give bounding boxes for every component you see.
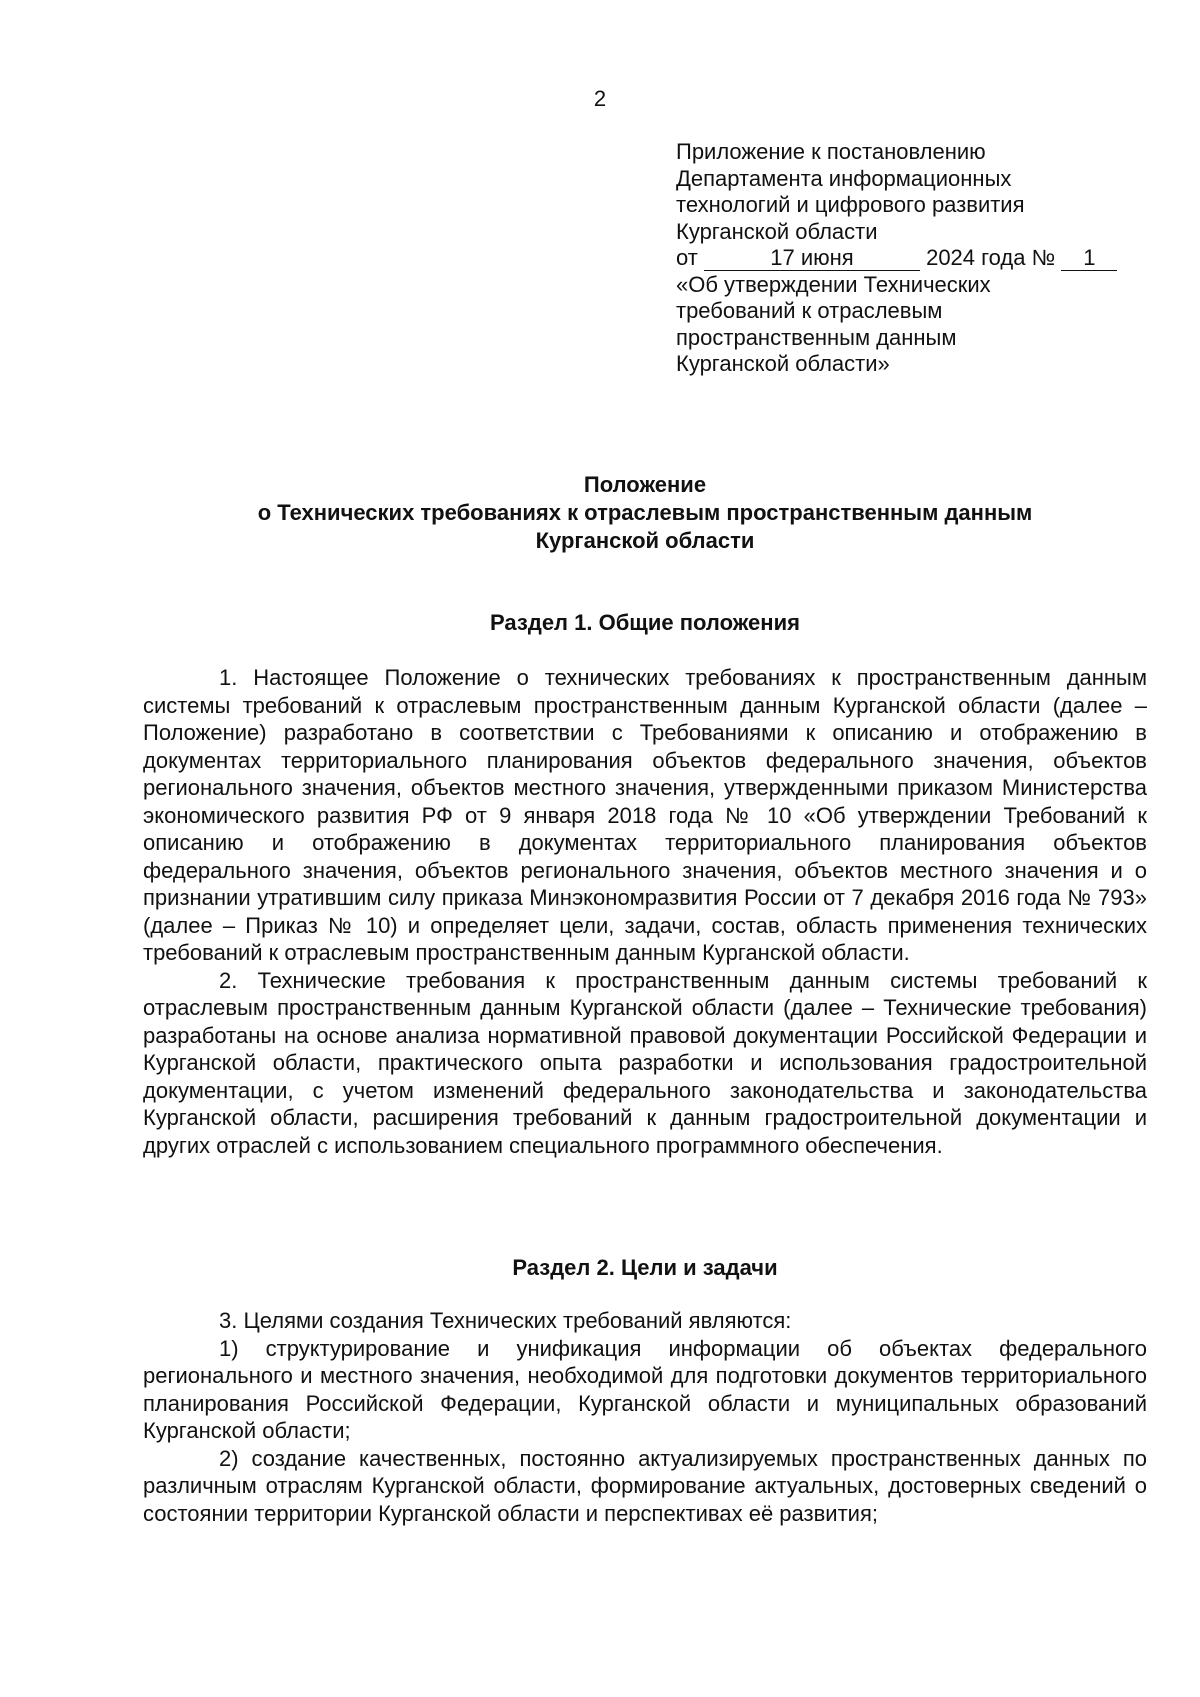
section2-heading: Раздел 2. Цели и задачи xyxy=(512,1255,778,1280)
list-item: 1) структурирование и унификация информации об объектах федерального регионального и местного значения, необходимой для подготовки документов территориального планирования Российской Федерации, Курганской области и муниципальных образований Курганской области; xyxy=(143,1335,1147,1443)
appendix-title-line: требований к отраслевым xyxy=(676,298,943,323)
section1-body xyxy=(143,664,1147,1159)
year-text: 2024 года № xyxy=(926,245,1056,270)
appendix-block xyxy=(676,139,1156,378)
appendix-title-line: Курганской области» xyxy=(676,351,890,376)
appendix-line: Приложение к постановлению xyxy=(676,139,986,164)
section1-heading: Раздел 1. Общие положения xyxy=(490,610,800,635)
appendix-line: Департамента информационных xyxy=(676,165,1012,191)
document-title-line: о Технических требованиях к отраслевым пространственным данным xyxy=(257,500,1033,525)
document-title xyxy=(0,471,1200,555)
paragraph: 2. Технические требования к пространственным данным системы требований к отраслевым пространственным данным Курганской области (далее – Технические требования) разработаны на основе анализа нормативной правовой документации Российской Федерации и Курганской области, практического опыта разработки и использования градостроительной документации, с учетом изменений федерального законодательства и законодательства Курганской области, расширения требований к данным градостроительной документации и других отраслей с использованием специального программного обеспечения. xyxy=(143,967,1147,1158)
date-prefix: от xyxy=(676,245,698,270)
page-number: 2 xyxy=(593,86,607,111)
section2-body xyxy=(143,1307,1147,1527)
appendix-date-line xyxy=(676,245,1156,272)
appendix-title-line: пространственным данным xyxy=(676,324,957,350)
appendix-title-line: «Об утверждении Технических xyxy=(676,271,991,297)
paragraph: 3. Целями создания Технических требований являются: xyxy=(219,1308,792,1333)
document-title-line: Положение xyxy=(583,472,707,497)
list-item: 2) создание качественных, постоянно актуализируемых пространственных данных по различным отраслям Курганской области, формирование актуальных, достоверных сведений о состоянии территории Курганской области и перспективах её развития; xyxy=(143,1445,1147,1526)
appendix-line: технологий и цифрового развития xyxy=(676,192,1025,217)
document-title-line: Курганской области xyxy=(535,528,755,553)
date-field: 17 июня xyxy=(704,246,920,271)
paragraph: 1. Настоящее Положение о технических требованиях к пространственным данным системы требований к отраслевым пространственным данным Курганской области (далее – Положение) разработано в соответствии с Требованиями к описанию и отображению в документах территориального планирования объектов федерального значения, объектов регионального значения, объектов местного значения, утвержденными приказом Министерства экономического развития РФ от 9 января 2018 года № 10 «Об утверждении Требований к описанию и отображению в документах территориального планирования объектов федерального значения, объектов регионального значения, объектов местного значения и о признании утратившим силу приказа Минэкономразвития России от 7 декабря 2016 года № 793» (далее – Приказ № 10) и определяет цели, задачи, состав, область применения технических требований к отраслевым пространственным данным Курганской области. xyxy=(143,665,1147,965)
appendix-line: Курганской области xyxy=(676,218,878,244)
number-field: 1 xyxy=(1061,246,1117,271)
